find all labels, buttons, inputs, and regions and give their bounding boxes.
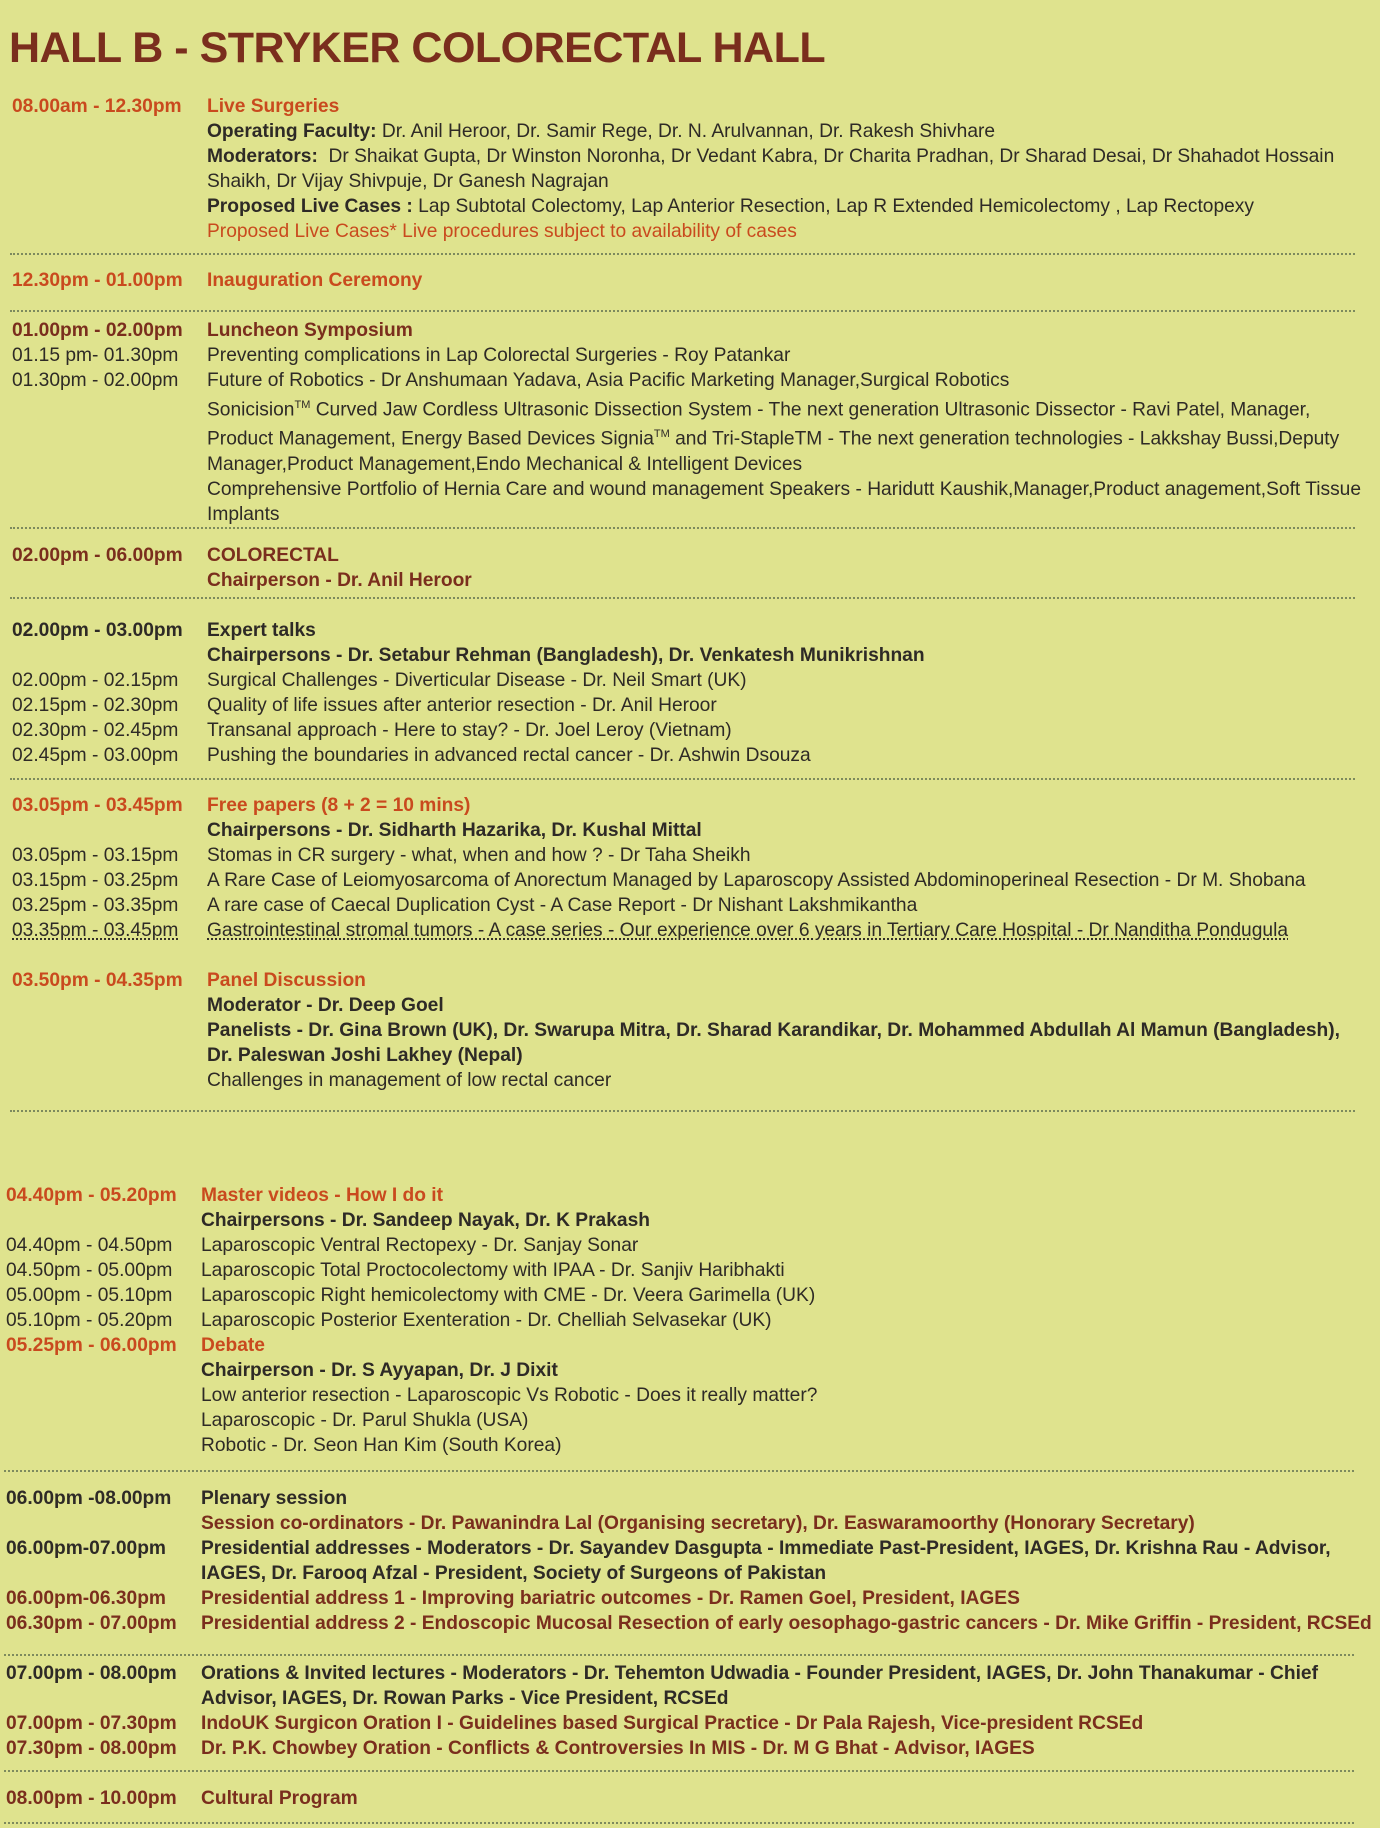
- session-heading: Live Surgeries: [207, 96, 340, 117]
- time: 05.25pm - 06.00pm: [6, 1335, 177, 1356]
- time: 05.00pm - 05.10pm: [6, 1285, 173, 1306]
- page-title: HALL B - STRYKER COLORECTAL HALL: [9, 24, 826, 72]
- presidential-addresses: Presidential addresses - Moderators - Dr. Sayandev Dasgupta - Immediate Past-President, IAGES, Dr. Krishna Rau - Advisor, IAGES, Dr. Farooq Afzal - President, Society of Surgeons of Pakistan: [201, 1538, 1331, 1584]
- talk: Laparoscopic Total Proctocolectomy with IPAA - Dr. Sanjiv Haribhakti: [201, 1260, 785, 1281]
- debate-line: Low anterior resection - Laparoscopic Vs Robotic - Does it really matter?: [201, 1385, 818, 1406]
- talk: Pushing the boundaries in advanced rectal cancer - Dr. Ashwin Dsouza: [207, 745, 811, 766]
- talk: Presidential address 1 - Improving bariatric outcomes - Dr. Ramen Goel, President, IAGES: [201, 1588, 1020, 1609]
- talk: Stomas in CR surgery - what, when and how ? - Dr Taha Sheikh: [207, 845, 751, 866]
- divider: [4, 1470, 1354, 1472]
- time: 06.00pm -08.00pm: [6, 1488, 172, 1509]
- time: 01.15 pm- 01.30pm: [12, 345, 179, 366]
- time: 04.50pm - 05.00pm: [6, 1260, 173, 1281]
- time: 06.30pm - 07.00pm: [6, 1613, 177, 1634]
- time: 02.00pm - 02.15pm: [12, 670, 179, 691]
- time: 04.40pm - 04.50pm: [6, 1235, 173, 1256]
- time: 03.25pm - 03.35pm: [12, 895, 179, 916]
- section-panel-discussion: [12, 968, 1367, 1093]
- talk: Laparoscopic Ventral Rectopexy - Dr. Sanjay Sonar: [201, 1235, 639, 1256]
- session-heading: Expert talks: [207, 620, 316, 641]
- time: 12.30pm - 01.00pm: [12, 270, 183, 291]
- talk: Laparoscopic Posterior Exenteration - Dr. Chelliah Selvasekar (UK): [201, 1310, 772, 1331]
- time: 06.00pm-06.30pm: [6, 1588, 166, 1609]
- time: 03.15pm - 03.25pm: [12, 870, 179, 891]
- time: 05.10pm - 05.20pm: [6, 1310, 173, 1331]
- session-heading: COLORECTAL: [207, 545, 339, 566]
- section-orations: [6, 1661, 1361, 1761]
- label: Operating Faculty:: [207, 121, 377, 142]
- time: 02.45pm - 03.00pm: [12, 745, 179, 766]
- talk: Surgical Challenges - Diverticular Disease - Dr. Neil Smart (UK): [207, 670, 747, 691]
- time: 03.50pm - 04.35pm: [12, 970, 183, 991]
- talk: Future of Robotics - Dr Anshumaan Yadava, Asia Pacific Marketing Manager,Surgical Robotics: [207, 370, 1010, 391]
- session-heading: Plenary session: [201, 1488, 348, 1509]
- talk: Quality of life issues after anterior resection - Dr. Anil Heroor: [207, 695, 717, 716]
- label: Proposed Live Cases :: [207, 196, 413, 217]
- session-heading: Debate: [201, 1335, 265, 1356]
- divider: [4, 1770, 1354, 1772]
- talk: A rare case of Caecal Duplication Cyst - A Case Report - Dr Nishant Lakshmikantha: [207, 895, 918, 916]
- time: 03.35pm - 03.45pm: [12, 920, 179, 941]
- debate-line: Laparoscopic - Dr. Parul Shukla (USA): [201, 1410, 529, 1431]
- session-heading: Free papers (8 + 2 = 10 mins): [207, 795, 471, 816]
- chairperson: Chairperson - Dr. S Ayyapan, Dr. J Dixit: [201, 1360, 558, 1381]
- time: 01.00pm - 02.00pm: [12, 320, 183, 341]
- divider: [10, 253, 1355, 255]
- faculty-list: Dr. Anil Heroor, Dr. Samir Rege, Dr. N. Arulvannan, Dr. Rakesh Shivhare: [381, 121, 996, 142]
- section-luncheon: [12, 318, 1367, 527]
- cases-list: Lap Subtotal Colectomy, Lap Anterior Resection, Lap R Extended Hemicolectomy , Lap Rectopexy: [418, 196, 1254, 217]
- debate-line: Robotic - Dr. Seon Han Kim (South Korea): [201, 1435, 562, 1456]
- chairpersons: Chairpersons - Dr. Setabur Rehman (Bangladesh), Dr. Venkatesh Munikrishnan: [207, 645, 925, 666]
- time: 03.05pm - 03.45pm: [12, 795, 183, 816]
- time: 08.00am - 12.30pm: [12, 96, 182, 117]
- session-heading: Cultural Program: [201, 1788, 358, 1809]
- time: 07.00pm - 07.30pm: [6, 1713, 177, 1734]
- divider: [10, 310, 1355, 312]
- divider: [10, 778, 1355, 780]
- talk: Laparoscopic Right hemicolectomy with CME - Dr. Veera Garimella (UK): [201, 1285, 816, 1306]
- coordinators: Session co-ordinators - Dr. Pawanindra Lal (Organising secretary), Dr. Easwaramoorthy (Honorary Secretary): [201, 1513, 1195, 1534]
- talk: A Rare Case of Leiomyosarcoma of Anorectum Managed by Laparoscopy Assisted Abdominoperineal Resection - Dr M. Shobana: [207, 870, 1306, 891]
- talk: Gastrointestinal stromal tumors - A case series - Our experience over 6 years in Tertiary Care Hospital - Dr Nanditha Pondugula: [207, 920, 1289, 941]
- divider: [10, 527, 1355, 529]
- section-master-videos: [6, 1183, 1361, 1458]
- session-heading: Panel Discussion: [207, 970, 366, 991]
- time: 07.30pm - 08.00pm: [6, 1738, 177, 1759]
- session-heading: Luncheon Symposium: [207, 320, 413, 341]
- section-cultural: [6, 1786, 1361, 1811]
- session-heading: Inauguration Ceremony: [207, 270, 423, 291]
- chairpersons: Chairpersons - Dr. Sandeep Nayak, Dr. K Prakash: [201, 1210, 650, 1231]
- session-heading: Orations & Invited lectures - Moderators - Dr. Tehemton Udwadia - Founder President, IAGES, Dr. John Thanakumar - Chief Advisor, IAGES, Dr. Rowan Parks - Vice President, RCSEd: [201, 1663, 1318, 1709]
- talk: Transanal approach - Here to stay? - Dr. Joel Leroy (Vietnam): [207, 720, 732, 741]
- time: 06.00pm-07.00pm: [6, 1538, 166, 1559]
- talk: Comprehensive Portfolio of Hernia Care and wound management Speakers - Haridutt Kaushik,Manager,Product anagement,Soft Tissue Implants: [207, 478, 1362, 525]
- topic: Challenges in management of low rectal cancer: [207, 1070, 612, 1091]
- moderators-list: Dr Shaikat Gupta, Dr Winston Noronha, Dr Vedant Kabra, Dr Charita Pradhan, Dr Sharad Desai, Dr Shahadot Hossain Shaikh, Dr Vijay Shivpuje, Dr Ganesh Nagrajan: [207, 146, 1335, 192]
- talk-sonicision: Sonicision™ Curved Jaw Cordless Ultrasonic Dissection System - The next generation Ultrasonic Dissector - Ravi Patel, Manager, Product Management, Energy Based Devices Signia™ and Tri-StapleTM - The next generation technologies - Lakkshay Bussi,Deputy Manager,Product Management,Endo Mechanical & Intelligent Devices: [207, 399, 1340, 475]
- divider: [10, 1110, 1355, 1112]
- talk: Dr. P.K. Chowbey Oration - Conflicts & Controversies In MIS - Dr. M G Bhat - Advisor, IAGES: [201, 1738, 1035, 1759]
- time: 04.40pm - 05.20pm: [6, 1185, 177, 1206]
- panelists: Panelists - Dr. Gina Brown (UK), Dr. Swarupa Mitra, Dr. Sharad Karandikar, Dr. Mohammed Abdullah Al Mamun (Bangladesh), Dr. Paleswan Joshi Lakhey (Nepal): [207, 1020, 1340, 1066]
- time: 07.00pm - 08.00pm: [6, 1663, 177, 1684]
- divider: [4, 1654, 1354, 1656]
- time: 02.00pm - 06.00pm: [12, 545, 183, 566]
- section-free-papers: [12, 793, 1367, 943]
- divider: [10, 597, 1355, 599]
- section-colorectal: [12, 543, 1367, 593]
- session-heading: Master videos - How I do it: [201, 1185, 444, 1206]
- time: 08.00pm - 10.00pm: [6, 1788, 177, 1809]
- time: 03.05pm - 03.15pm: [12, 845, 179, 866]
- chairpersons: Chairpersons - Dr. Sidharth Hazarika, Dr. Kushal Mittal: [207, 820, 702, 841]
- section-expert-talks: [12, 618, 1367, 768]
- time: 02.00pm - 03.00pm: [12, 620, 183, 641]
- time: 02.30pm - 02.45pm: [12, 720, 179, 741]
- talk: Presidential address 2 - Endoscopic Mucosal Resection of early oesophago-gastric cancers - Dr. Mike Griffin - President, RCSEd: [201, 1613, 1372, 1634]
- cases-note: Proposed Live Cases* Live procedures subject to availability of cases: [207, 221, 797, 242]
- chairperson: Chairperson - Dr. Anil Heroor: [207, 570, 472, 591]
- section-plenary: [6, 1486, 1372, 1636]
- moderator: Moderator - Dr. Deep Goel: [207, 995, 444, 1016]
- time: 01.30pm - 02.00pm: [12, 370, 179, 391]
- section-inauguration: [12, 268, 1367, 293]
- talk: Preventing complications in Lap Colorectal Surgeries - Roy Patankar: [207, 345, 791, 366]
- section-live-surgeries: [12, 94, 1367, 244]
- divider: [4, 1822, 1354, 1824]
- talk: IndoUK Surgicon Oration I - Guidelines based Surgical Practice - Dr Pala Rajesh, Vice-president RCSEd: [201, 1713, 1144, 1734]
- label: Moderators:: [207, 146, 318, 167]
- time: 02.15pm - 02.30pm: [12, 695, 179, 716]
